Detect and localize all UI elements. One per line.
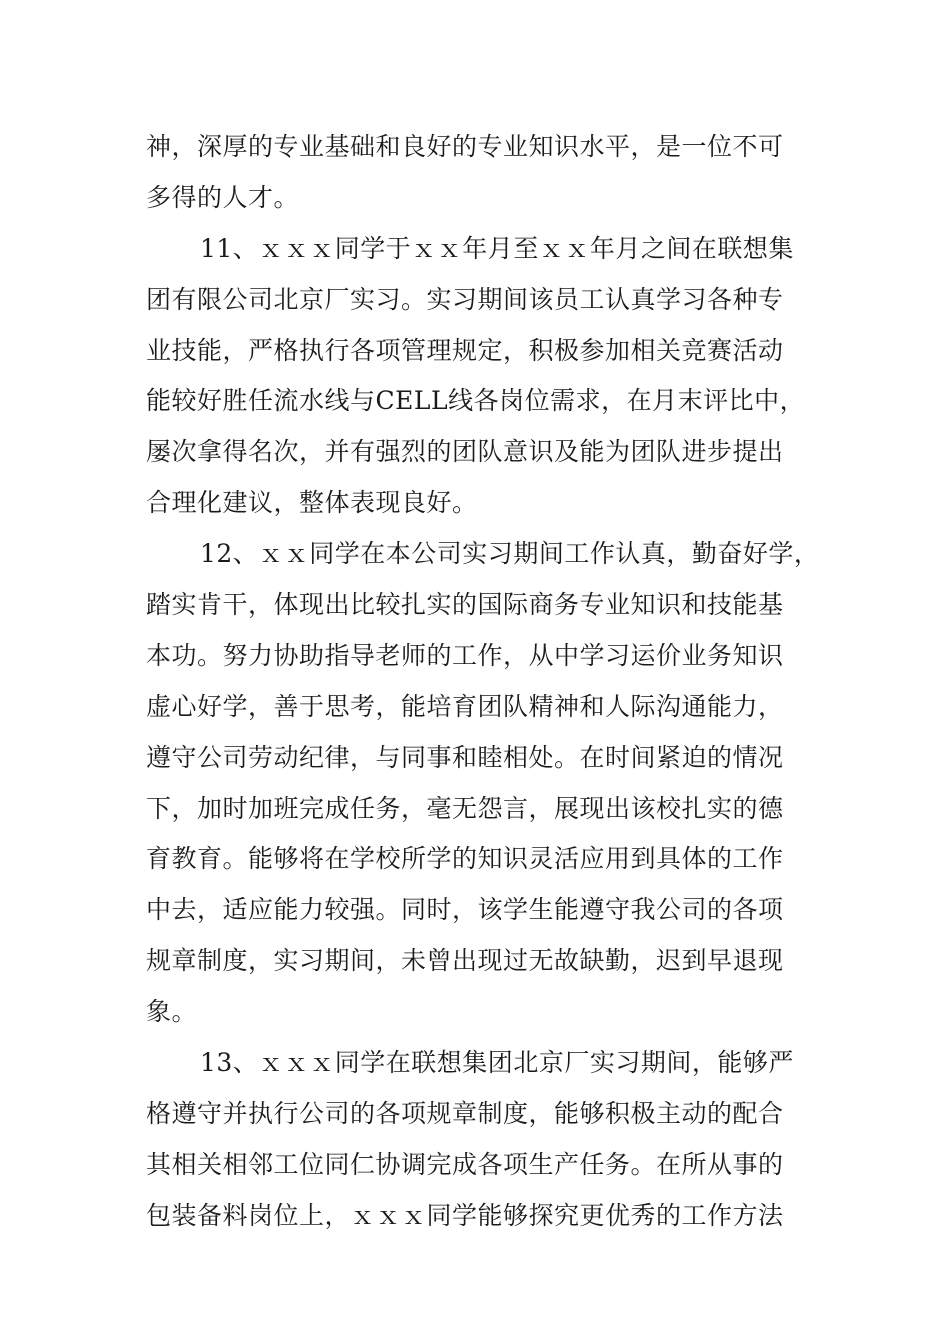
paragraph-start-line: 13、ｘｘｘ同学在联想集团北京厂实习期间，能够严 bbox=[200, 1048, 794, 1078]
text-line: 本功。努力协助指导老师的工作，从中学习运价业务知识 bbox=[146, 640, 784, 670]
text-line: 虚心好学，善于思考，能培育团队精神和人际沟通能力， bbox=[146, 691, 784, 721]
text-line: 其相关相邻工位同仁协调完成各项生产任务。在所从事的 bbox=[146, 1149, 784, 1179]
text-line: 团有限公司北京厂实习。实习期间该员工认真学习各种专 bbox=[146, 284, 784, 314]
text-line: 格遵守并执行公司的各项规章制度，能够积极主动的配合 bbox=[146, 1098, 784, 1128]
text-line: 能较好胜任流水线与CELL线各岗位需求，在月末评比中， bbox=[146, 386, 806, 416]
text-line: 多得的人才。 bbox=[146, 182, 300, 212]
text-line: 包装备料岗位上，ｘｘｘ同学能够探究更优秀的工作方法 bbox=[146, 1200, 784, 1230]
paragraph-start-line: 11、ｘｘｘ同学于ｘｘ年月至ｘｘ年月之间在联想集 bbox=[200, 233, 794, 263]
text-line: 业技能，严格执行各项管理规定，积极参加相关竞赛活动 bbox=[146, 335, 784, 365]
paragraph-start-line: 12、ｘｘ同学在本公司实习期间工作认真，勤奋好学， bbox=[200, 539, 820, 569]
text-line: 下，加时加班完成任务，毫无怨言，展现出该校扎实的德 bbox=[146, 793, 784, 823]
text-line: 育教育。能够将在学校所学的知识灵活应用到具体的工作 bbox=[146, 844, 784, 874]
document-body bbox=[146, 122, 846, 1242]
text-line: 象。 bbox=[146, 997, 198, 1027]
text-line: 踏实肯干，体现出比较扎实的国际商务专业知识和技能基 bbox=[146, 590, 784, 620]
text-line: 规章制度，实习期间，未曾出现过无故缺勤，迟到早退现 bbox=[146, 946, 784, 976]
text-line: 中去，适应能力较强。同时，该学生能遵守我公司的各项 bbox=[146, 895, 784, 925]
text-line: 屡次拿得名次，并有强烈的团队意识及能为团队进步提出 bbox=[146, 437, 784, 467]
text-line: 合理化建议，整体表现良好。 bbox=[146, 488, 478, 518]
text-line: 神，深厚的专业基础和良好的专业知识水平，是一位不可 bbox=[146, 132, 784, 161]
text-line: 遵守公司劳动纪律，与同事和睦相处。在时间紧迫的情况 bbox=[146, 742, 784, 772]
